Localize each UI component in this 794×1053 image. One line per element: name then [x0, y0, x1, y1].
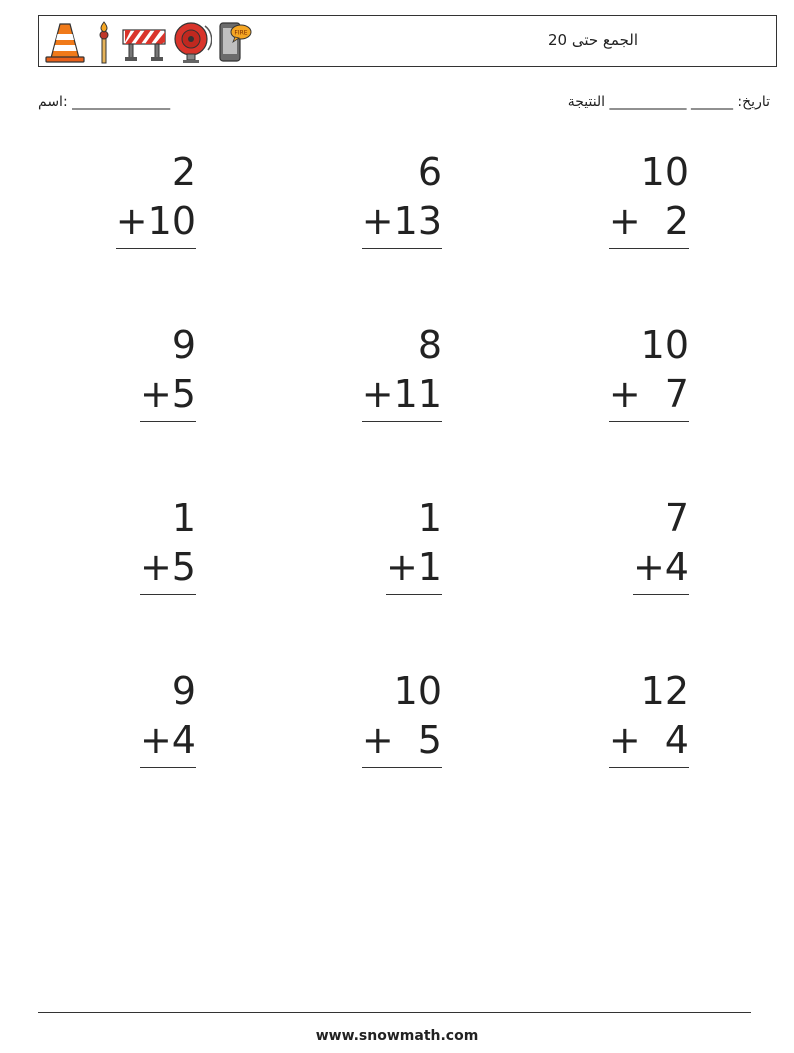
addend-top: 8	[417, 323, 442, 367]
addend-top: 10	[640, 150, 689, 194]
worksheet-title: الجمع حتى 20	[547, 31, 638, 49]
addend-top: 6	[417, 150, 442, 194]
road-barrier-icon	[121, 20, 167, 64]
phone-bubble-text: FIRE	[234, 29, 248, 37]
addend-top: 10	[640, 323, 689, 367]
addend-top: 7	[664, 496, 689, 540]
footer-divider	[38, 1012, 751, 1013]
addition-problem	[569, 321, 689, 422]
addend-bottom: +5	[140, 543, 196, 595]
addend-top: 1	[171, 496, 196, 540]
addition-problem	[569, 494, 689, 595]
addend-bottom: +5	[140, 370, 196, 422]
footer-site: www.snowmath.com	[315, 1028, 479, 1044]
addend-bottom: +13	[362, 197, 442, 249]
addition-problem	[322, 321, 442, 422]
header-box	[38, 15, 777, 67]
addend-bottom: +10	[116, 197, 196, 249]
addend-bottom: +11	[362, 370, 442, 422]
addend-top: 10	[393, 669, 442, 713]
addend-bottom: +4	[633, 543, 689, 595]
addition-problem	[322, 148, 442, 249]
fire-alarm-bell-icon	[172, 20, 212, 64]
addend-bottom: + 4	[609, 716, 689, 768]
addend-bottom: +4	[140, 716, 196, 768]
addition-problem	[76, 667, 196, 768]
addend-bottom: + 7	[609, 370, 689, 422]
addition-problem	[76, 148, 196, 249]
addition-problem	[76, 494, 196, 595]
addend-bottom: + 2	[609, 197, 689, 249]
addend-top: 1	[417, 496, 442, 540]
addend-bottom: +1	[386, 543, 442, 595]
icon-strip	[43, 19, 253, 65]
addend-bottom: + 5	[362, 716, 442, 768]
phone-fire-call-icon	[217, 20, 253, 64]
addition-problem	[76, 321, 196, 422]
addition-problem	[322, 667, 442, 768]
addition-problem	[569, 148, 689, 249]
addend-top: 9	[171, 669, 196, 713]
traffic-cone-icon	[43, 20, 87, 64]
addend-top: 2	[171, 150, 196, 194]
addition-problem	[322, 494, 442, 595]
name-field-label: اسم: ______________	[38, 94, 171, 110]
date-score-field-label: تاريخ: ______ ___________ النتيجة	[567, 94, 770, 110]
addition-problem	[569, 667, 689, 768]
addend-top: 9	[171, 323, 196, 367]
addend-top: 12	[640, 669, 689, 713]
matchstick-icon	[92, 20, 116, 64]
